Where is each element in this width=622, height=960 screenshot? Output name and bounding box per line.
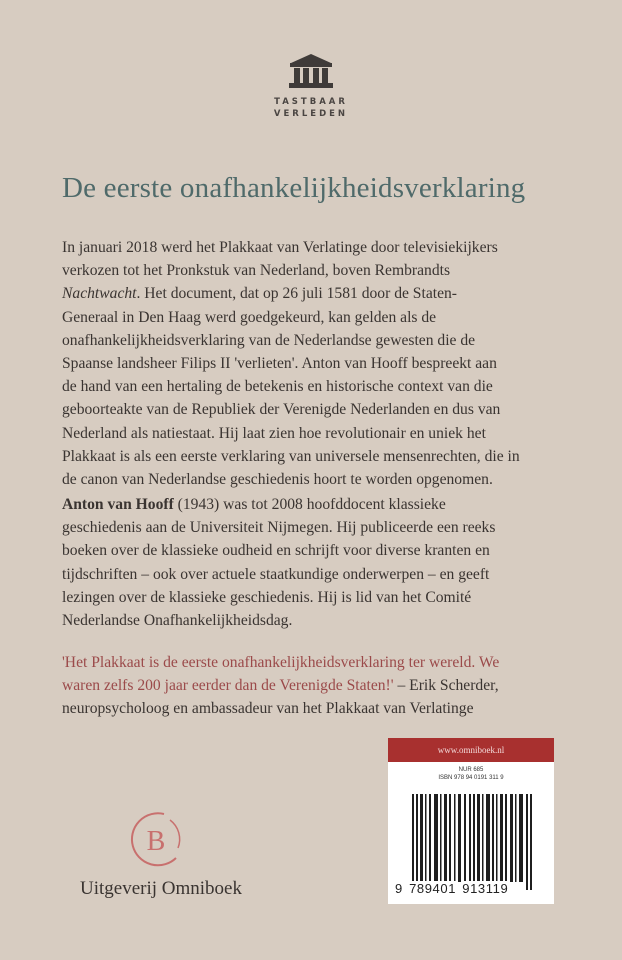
description-line: Spaanse landsheer Filips II 'verlieten'. Anton van Hooff bespreekt aan <box>62 355 497 373</box>
bio-line: lezingen over de klassieke geschiedenis. Hij is lid van het Comité <box>62 588 472 606</box>
temple-icon <box>287 53 335 89</box>
author-bio <box>62 493 582 632</box>
isbn: ISBN 978 94 0191 311 9 <box>438 774 504 781</box>
bio-line: boeken over de klassieke oudheid en schrijft voor diverse kranten en <box>62 542 490 560</box>
barcode-box <box>388 738 554 904</box>
description-line: de hand van een hertaling de betekenis en historische context van die <box>62 378 493 396</box>
description-line: Nachtwacht. Het document, dat op 26 juli 1581 door de Staten- <box>62 285 457 303</box>
attribution: – Erik Scherder, <box>393 677 499 695</box>
series-label-line2: VERLEDEN <box>273 109 349 119</box>
barcode-meta <box>388 767 554 782</box>
publisher-logo-icon <box>120 808 192 872</box>
svg-text:B: B <box>146 826 166 857</box>
attribution-line: neuropsycholoog en ambassadeur van het Plakkaat van Verlatinge <box>62 700 474 718</box>
quote-line: 'Het Plakkaat is de eerste onafhankelijkheidsverklaring ter wereld. We <box>62 654 500 671</box>
bio-line: Nederlandse Onafhankelijkheidsdag. <box>62 612 293 630</box>
publisher-name: Uitgeverij Omniboek <box>80 878 242 899</box>
description-line: In januari 2018 werd het Plakkaat van Verlatinge door televisiekijkers <box>62 239 498 256</box>
quote-line: waren zelfs 200 jaar eerder dan de Verenigde Staten!' – Erik Scherder, <box>62 677 499 695</box>
author-name: Anton van Hooff <box>62 496 174 513</box>
description-paragraph <box>62 236 582 491</box>
bio-line: Anton van Hooff (1943) was tot 2008 hoofddocent klassieke <box>62 496 446 513</box>
nur-code: NUR 685 <box>458 767 484 773</box>
series-label <box>260 96 362 120</box>
description-line: geboorteakte van de Republiek der Verenigde Nederlanden en dus van <box>62 401 501 419</box>
description-line: verkozen tot het Pronkstuk van Nederland, boven Rembrandts <box>62 262 451 280</box>
publisher-website: www.omniboek.nl <box>388 738 554 762</box>
description-line: Plakkaat is als een eerste verklaring van universele mensenrechten, die in <box>62 447 520 465</box>
barcode-number: 9 789401 913119 <box>395 881 509 896</box>
endorsement <box>62 651 582 721</box>
bio-line: geschiedenis aan de Universiteit Nijmegen. Hij publiceerde een reeks <box>62 519 496 537</box>
book-title: De eerste onafhankelijkheidsverklaring <box>62 172 526 204</box>
description-line: onafhankelijkheidsverklaring van de Nederlandse gewesten die de <box>62 331 476 349</box>
barcode-icon <box>406 794 536 890</box>
bio-line: tijdschriften – ook over actuele staatkundige onderwerpen – en geeft <box>62 565 490 583</box>
italic-title: Nachtwacht <box>62 285 137 303</box>
description-line: de canon van Nederlandse geschiedenis hoort te worden opgenomen. <box>62 471 493 489</box>
description-line: Nederland als natiestaat. Hij laat zien hoe revolutionair en uniek het <box>62 424 486 442</box>
series-label-line1: TASTBAAR <box>274 97 348 107</box>
description-line: Generaal in Den Haag werd goedgekeurd, kan gelden als de <box>62 308 437 326</box>
